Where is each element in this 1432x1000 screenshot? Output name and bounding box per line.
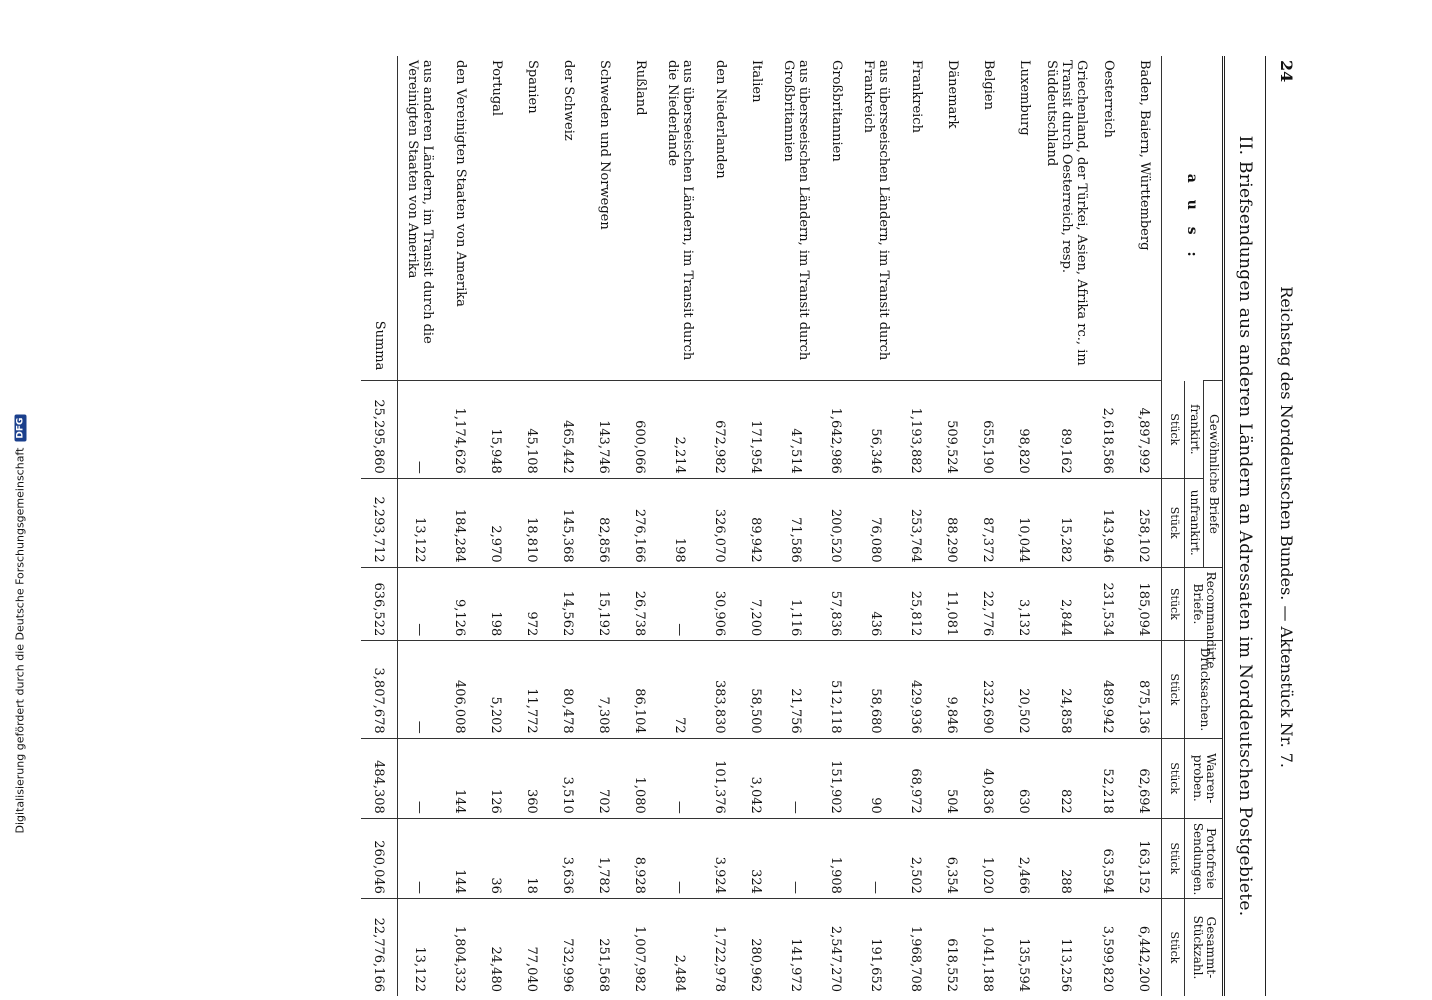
unit-label: Stück [1162,641,1185,738]
unit-label: Stück [1162,818,1185,898]
table-body [361,56,1162,996]
cell-franked: 672,982 [701,381,737,478]
cell-printed: 21,756 [773,641,817,738]
cell-registered: 1,116 [773,567,817,641]
cell-registered: 436 [853,567,897,641]
row-label: den Niederlanden [712,60,728,179]
rotated-page [26,56,1296,996]
cell-total: 1,041,188 [969,898,1005,996]
dfg-logo: DFG [14,415,26,442]
cell-samples: 90 [853,738,897,818]
row-label: aus überseeischen Ländern, im Transit durch Frankreich [861,60,892,361]
cell-registered: 22,776 [969,567,1005,641]
sum-samples: 484,308 [361,738,397,818]
table-row [397,56,441,996]
cell-samples: 144 [441,738,477,818]
cell-printed: 429,936 [897,641,933,738]
table-row [773,56,817,996]
registered-header: Recommandirte Briefe. [1185,567,1222,641]
cell-samples: 360 [513,738,549,818]
cell-printed: 58,500 [737,641,773,738]
cell-unfranked: 82,856 [585,478,621,567]
cell-samples: 126 [477,738,513,818]
cell-registered: 3,132 [1005,567,1041,641]
unit-label: Stück [1162,567,1185,641]
cell-franked: 45,108 [513,381,549,478]
cell-postfree: 63,594 [1090,818,1126,898]
table-row [737,56,773,996]
cell-franked: 143,746 [585,381,621,478]
table-row [513,56,549,996]
cell-registered: — [397,567,441,641]
cell-printed: — [397,641,441,738]
cell-franked: 15,948 [477,381,513,478]
table-row [1090,56,1126,996]
row-label: Portugal [488,60,504,117]
cell-samples: — [773,738,817,818]
cell-postfree: 2,466 [1005,818,1041,898]
cell-unfranked: 18,810 [513,478,549,567]
cell-unfranked: 258,102 [1126,478,1162,567]
cell-total: 1,007,982 [621,898,657,996]
ordinary-letters-header: Gewöhnliche Briefe [1204,381,1222,567]
cell-printed: 80,478 [549,641,585,738]
sum-row [361,56,397,996]
sum-total: 22,776,166 [361,898,397,996]
cell-samples: 40,836 [969,738,1005,818]
cell-printed: 11,772 [513,641,549,738]
cell-total: 191,652 [853,898,897,996]
cell-franked: 600,066 [621,381,657,478]
cell-postfree: 163,152 [1126,818,1162,898]
cell-unfranked: 276,166 [621,478,657,567]
cell-postfree: 6,354 [933,818,969,898]
cell-total: 141,972 [773,898,817,996]
cell-unfranked: 253,764 [897,478,933,567]
cell-franked: 2,618,586 [1090,381,1126,478]
cell-total: 6,442,200 [1126,898,1162,996]
postfree-header: Portofreie Sendungen. [1185,818,1222,898]
row-label: aus überseeischen Ländern, im Transit durch die Niederlande [665,60,696,361]
cell-samples: 702 [585,738,621,818]
cell-postfree: 144 [441,818,477,898]
unit-label: Stück [1162,478,1185,567]
cell-unfranked: 71,586 [773,478,817,567]
table-row [933,56,969,996]
cell-unfranked: 15,282 [1041,478,1090,567]
running-header [1265,56,1296,996]
cell-printed: 489,942 [1090,641,1126,738]
row-label: der Schweiz [560,60,576,141]
table-row [477,56,513,996]
cell-total: 1,968,708 [897,898,933,996]
unfranked-header: unfrankirt. [1185,478,1204,567]
cell-printed: 20,502 [1005,641,1041,738]
row-label: Schweden und Norwegen [596,60,612,230]
row-label: Luxemburg [1016,60,1032,136]
table-title: II. Briefsendungen aus anderen Ländern an Adressaten im Norddeutschen Postgebiete. [1222,56,1265,996]
cell-total: 280,962 [737,898,773,996]
samples-header: Waaren-proben. [1185,738,1222,818]
cell-registered: 198 [477,567,513,641]
row-label: Oesterreich [1101,60,1117,138]
cell-unfranked: 184,284 [441,478,477,567]
cell-unfranked: 2,970 [477,478,513,567]
cell-franked: 47,514 [773,381,817,478]
cell-franked: 509,524 [933,381,969,478]
cell-franked: 1,642,986 [817,381,853,478]
cell-samples: 1,080 [621,738,657,818]
row-label: Baden, Baiern, Württemberg [1137,60,1153,251]
cell-postfree: — [397,818,441,898]
cell-samples: 3,510 [549,738,585,818]
cell-total: 3,599,820 [1090,898,1126,996]
row-label: Griechenland, der Türkei, Asien, Afrika rc., im Transit durch Oesterreich, resp. Süddeutschland [1044,60,1089,366]
cell-unfranked: 326,070 [701,478,737,567]
sum-franked: 25,295,860 [361,381,397,478]
sum-unfranked: 2,293,712 [361,478,397,567]
cell-registered: — [657,567,701,641]
cell-printed: 72 [657,641,701,738]
cell-franked: 56,346 [853,381,897,478]
cell-samples: 504 [933,738,969,818]
cell-unfranked: 10,044 [1005,478,1041,567]
table-row [969,56,1005,996]
cell-registered: 972 [513,567,549,641]
statistics-table [361,56,1222,996]
cell-franked: 1,174,626 [441,381,477,478]
cell-postfree: 8,928 [621,818,657,898]
table-row [701,56,737,996]
cell-postfree: 288 [1041,818,1090,898]
row-label: Dänemark [944,60,960,129]
cell-total: 13,122 [397,898,441,996]
cell-registered: 14,562 [549,567,585,641]
cell-printed: 86,104 [621,641,657,738]
table-row [621,56,657,996]
table-row [897,56,933,996]
cell-registered: 26,738 [621,567,657,641]
table-row [1005,56,1041,996]
cell-unfranked: 88,290 [933,478,969,567]
cell-samples: 151,902 [817,738,853,818]
cell-registered: 231,534 [1090,567,1126,641]
cell-franked: 2,214 [657,381,701,478]
running-title: Reichstag des Norddeutschen Bundes. — Aktenstück Nr. 7. [1277,286,1296,768]
cell-postfree: — [773,818,817,898]
cell-unfranked: 145,368 [549,478,585,567]
cell-samples: 101,376 [701,738,737,818]
cell-total: 113,256 [1041,898,1090,996]
franked-header: frankirt. [1185,381,1204,478]
cell-printed: 232,690 [969,641,1005,738]
table-row [585,56,621,996]
cell-postfree: 36 [477,818,513,898]
cell-printed: 5,202 [477,641,513,738]
cell-postfree: 3,924 [701,818,737,898]
from-column-header: a u s : [1162,56,1222,381]
cell-total: 1,804,332 [441,898,477,996]
table-row [657,56,701,996]
cell-printed: 383,830 [701,641,737,738]
total-header: Gesammt-Stückzahl. [1185,898,1222,996]
cell-unfranked: 200,520 [817,478,853,567]
cell-samples: 822 [1041,738,1090,818]
row-label: Rußland [632,60,648,116]
cell-unfranked: 76,080 [853,478,897,567]
cell-total: 2,547,270 [817,898,853,996]
cell-registered: 30,906 [701,567,737,641]
cell-total: 1,722,978 [701,898,737,996]
unit-label: Stück [1162,898,1185,996]
cell-printed: 512,118 [817,641,853,738]
cell-total: 24,480 [477,898,513,996]
cell-franked: 98,820 [1005,381,1041,478]
sum-printed: 3,807,678 [361,641,397,738]
cell-total: 732,996 [549,898,585,996]
cell-franked: — [397,381,441,478]
cell-registered: 11,081 [933,567,969,641]
cell-postfree: 1,782 [585,818,621,898]
row-label: aus anderen Ländern, im Transit durch die Vereinigten Staaten von Amerika [405,60,436,344]
cell-registered: 185,094 [1126,567,1162,641]
cell-samples: — [397,738,441,818]
printed-header: Drucksachen. [1185,641,1222,738]
digitization-credit [0,0,26,1000]
row-label: Spanien [524,60,540,114]
row-label: Italien [748,60,764,103]
cell-total: 2,484 [657,898,701,996]
unit-label: Stück [1162,738,1185,818]
cell-registered: 25,812 [897,567,933,641]
cell-unfranked: 13,122 [397,478,441,567]
cell-unfranked: 87,372 [969,478,1005,567]
cell-samples: 62,694 [1126,738,1162,818]
table-row [817,56,853,996]
cell-postfree: 324 [737,818,773,898]
cell-franked: 4,897,992 [1126,381,1162,478]
cell-postfree: 18 [513,818,549,898]
table-row [1041,56,1090,996]
cell-unfranked: 89,942 [737,478,773,567]
table-row [549,56,585,996]
cell-printed: 58,680 [853,641,897,738]
cell-registered: 2,844 [1041,567,1090,641]
page-number: 24 [1277,60,1296,83]
cell-registered: 7,200 [737,567,773,641]
table-row [853,56,897,996]
cell-franked: 89,162 [1041,381,1090,478]
cell-samples: 630 [1005,738,1041,818]
row-label: Frankreich [908,60,924,133]
sum-label: Summa [361,56,397,381]
cell-franked: 1,193,882 [897,381,933,478]
cell-samples: 68,972 [897,738,933,818]
cell-postfree: 3,636 [549,818,585,898]
cell-registered: 9,126 [441,567,477,641]
cell-postfree: 2,502 [897,818,933,898]
cell-total: 77,040 [513,898,549,996]
row-label: Belgien [980,60,996,110]
table-row [441,56,477,996]
cell-total: 251,568 [585,898,621,996]
sum-postfree: 260,046 [361,818,397,898]
cell-franked: 655,190 [969,381,1005,478]
cell-printed: 7,308 [585,641,621,738]
cell-franked: 171,954 [737,381,773,478]
cell-printed: 406,008 [441,641,477,738]
cell-samples: 52,218 [1090,738,1126,818]
cell-postfree: 1,020 [969,818,1005,898]
credit-text: Digitalisierung gefördert durch die Deutsche Forschungsgemeinschaft [13,447,27,834]
cell-registered: 57,836 [817,567,853,641]
cell-unfranked: 143,946 [1090,478,1126,567]
row-label: Großbritannien [828,60,844,162]
cell-printed: 9,846 [933,641,969,738]
cell-postfree: — [657,818,701,898]
cell-franked: 465,442 [549,381,585,478]
cell-unfranked: 198 [657,478,701,567]
unit-label: Stück [1162,381,1185,478]
cell-postfree: 1,908 [817,818,853,898]
cell-total: 618,552 [933,898,969,996]
cell-registered: 15,192 [585,567,621,641]
cell-postfree: — [853,818,897,898]
row-label: aus überseeischen Ländern, im Transit durch Großbritannien [781,60,812,361]
cell-samples: 3,042 [737,738,773,818]
cell-total: 135,594 [1005,898,1041,996]
sum-registered: 636,522 [361,567,397,641]
cell-printed: 875,136 [1126,641,1162,738]
cell-printed: 24,858 [1041,641,1090,738]
row-label: den Vereinigten Staaten von Amerika [452,60,468,307]
cell-samples: — [657,738,701,818]
table-row [1126,56,1162,996]
